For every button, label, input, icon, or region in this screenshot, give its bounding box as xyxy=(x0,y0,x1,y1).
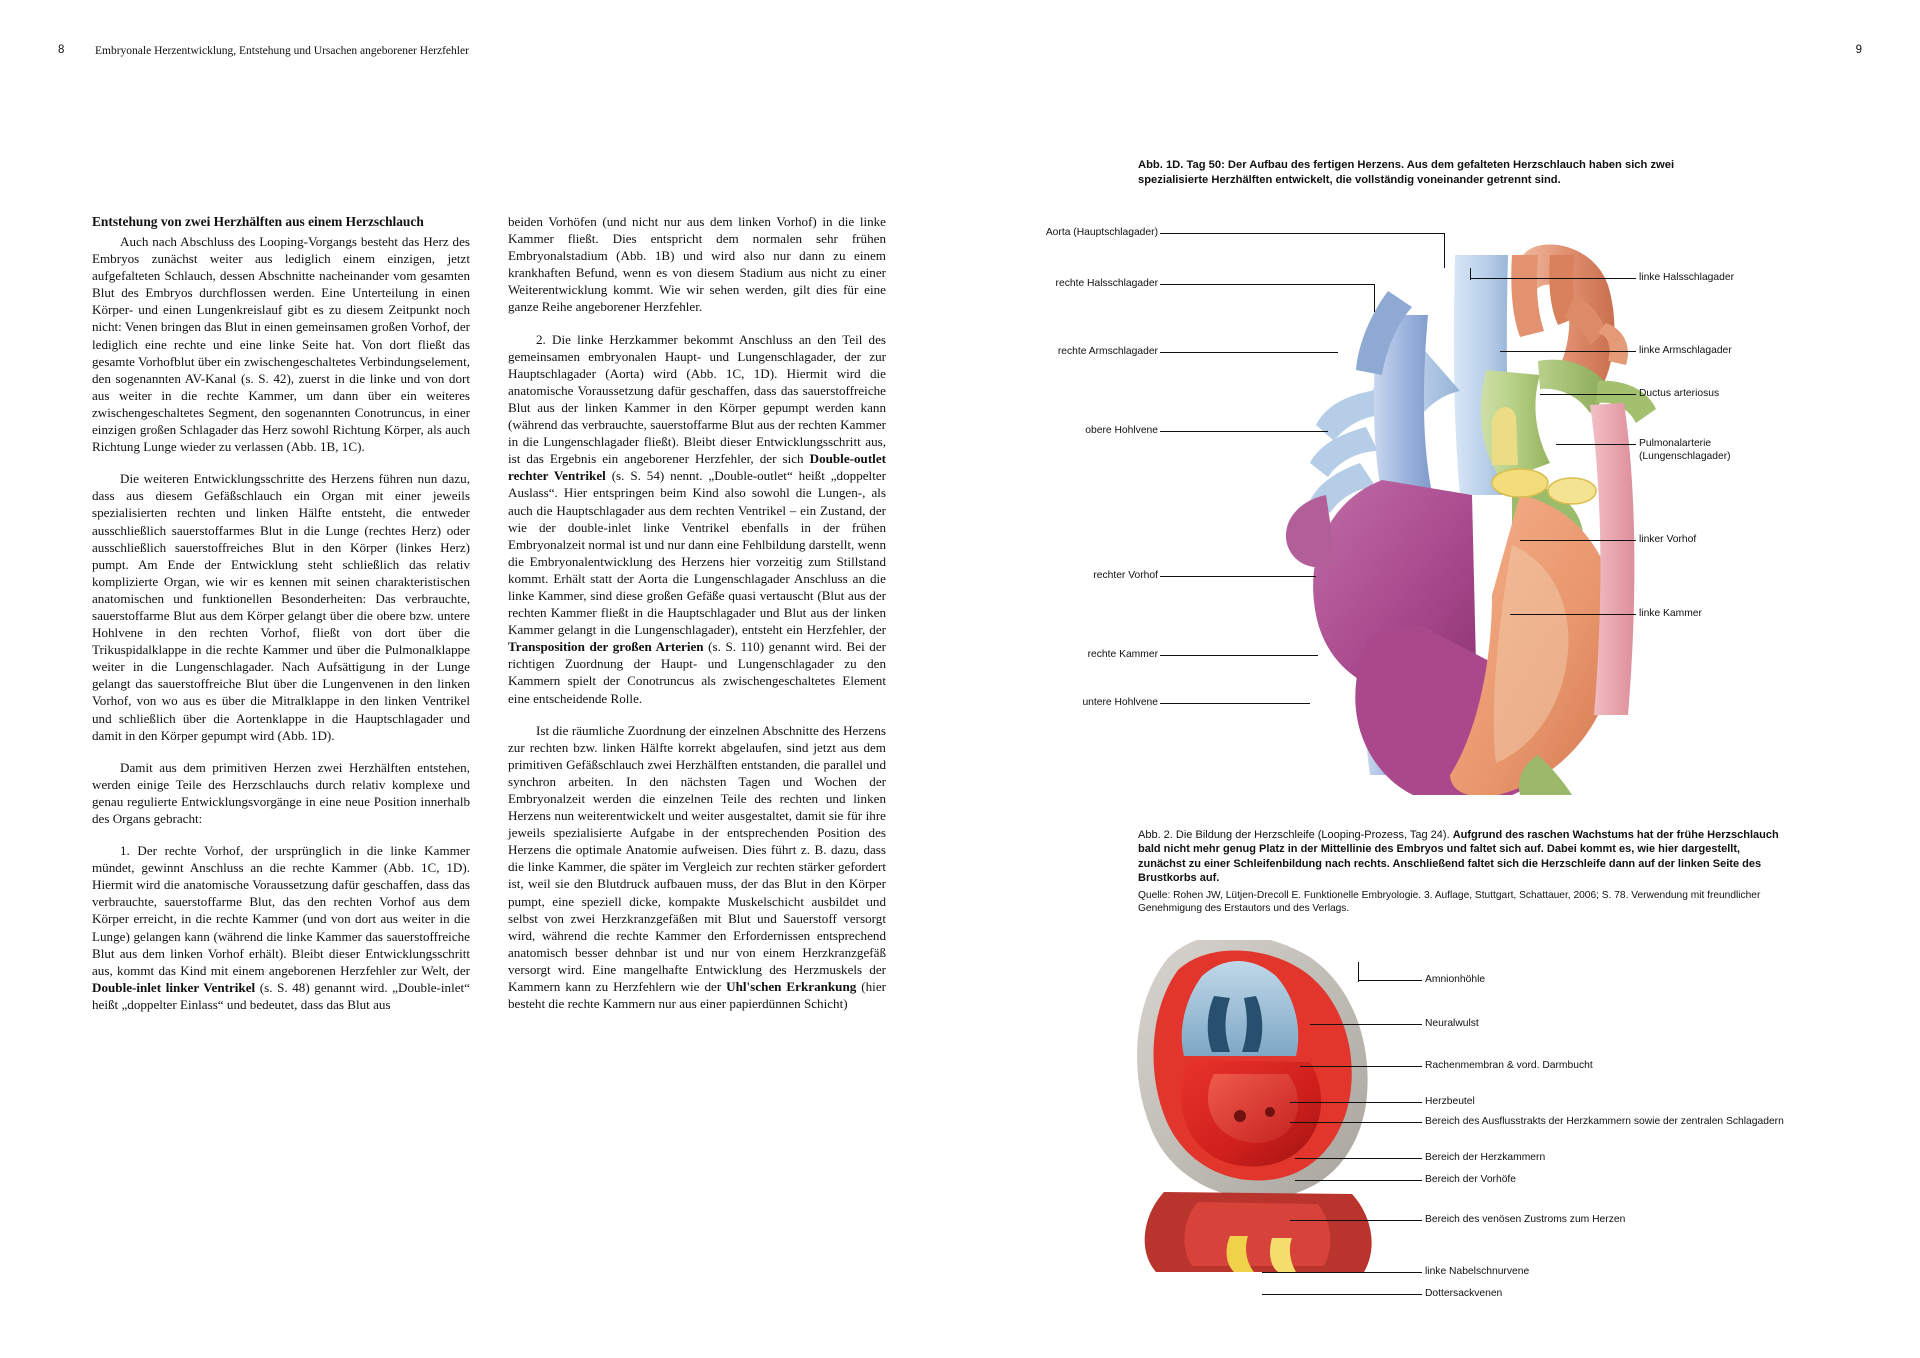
label-herzbeutel: Herzbeutel xyxy=(1425,1096,1475,1107)
heart-anatomy-svg xyxy=(1120,195,1880,795)
leader-line xyxy=(1262,1294,1422,1295)
leader-line xyxy=(1160,352,1338,353)
leader-line xyxy=(1295,1158,1422,1159)
leader-line xyxy=(1470,278,1636,279)
leader-line xyxy=(1510,614,1636,615)
label-herzkammern: Bereich der Herzkammern xyxy=(1425,1152,1546,1163)
paragraph xyxy=(508,722,886,1013)
leader-line xyxy=(1290,1102,1422,1103)
leader-line xyxy=(1540,394,1636,395)
leader-line xyxy=(1160,431,1328,432)
figure-2-caption-body: Aufgrund des raschen Wachstums hat der frühe Herzschlauch bald nicht mehr genug Platz in der Mittellinie des Embryos und faltet sich auf. Dabei kommt es, wie hier dargestellt, zunächst zu einer Schleifenbildung nach rechts. Anschließend faltet sich die Herzschleife dann auf der linken Seite des Brustkorbs auf. xyxy=(1138,829,1779,885)
leader-line xyxy=(1358,962,1359,982)
page-number-right: 9 xyxy=(1855,44,1862,56)
label-nabelschnurvene: linke Nabelschnurvene xyxy=(1425,1266,1530,1277)
figure-2-embryo-illustration xyxy=(1120,940,1880,1280)
paragraph-text: (s. S. 54) nennt. „Double-outlet“ heißt „doppelter Auslass“. Hier entspringen beim Kind also sowohl die Lungen-, als auch die Hauptschlagader aus dem rechten Ventrikel – ein Zustand, der wie der double-inlet linke Ventrikel ebenfalls in der frühen Embryonalzeit normal ist und nur dann eine Fehlbildung darstellt, wenn die Embryonalentwicklung des Herzens hier vorzeitig zum Stillstand kommt. Erhält statt der Aorta die Lungenschlagader Anschluss an die linke Kammer, sind diese großen Gefäße quasi vertauscht (Blut aus der rechten Kammer fließt in die Hauptschlagader und Blut aus der linken Kammer gelangt in die Lungenschlagader), entsteht ein Herzfehler, der xyxy=(508,468,887,638)
paragraph xyxy=(508,331,886,707)
label-rechte-armschlagader: rechte Armschlagader xyxy=(1057,346,1158,357)
leader-line xyxy=(1500,351,1636,352)
paragraph-text: 1. Der rechte Vorhof, der ursprünglich in die linke Kammer mündet, gewinnt Anschluss an die rechte Kammer (Abb. 1C, 1D). Hiermit wird die anatomische Voraussetzung dafür geschaffen, dass das verbrauchte, sauerstoffarme Blut, das den rechten Vorhof aus dem Körper erreicht, in die rechte Kammer (und von dort aus weiter in die Lunge) gelangen kann (während die linke Kammer das sauerstoffreiche Blut aus dem linken Vorhof erhält). Bleibt dieser Entwicklungsschritt aus, kommt das Kind mit einem angeborenen Herzfehler zur Welt, der xyxy=(92,843,470,978)
figure-2-caption-line1: Abb. 2. Die Bildung der Herzschleife (Looping-Prozess, Tag 24). xyxy=(1138,829,1450,841)
term-bold: Double-inlet linker Ventrikel xyxy=(92,979,256,995)
figure-2-source: Quelle: Rohen JW, Lütjen-Drecoll E. Funktionelle Embryologie. 3. Auflage, Stuttgart, Schattauer, 2006; S. 78. Verwendung mit freundlicher Genehmigung des Erstautors und des Verlags. xyxy=(1138,889,1761,915)
label-linke-halsschlagader: linke Halsschlagader xyxy=(1639,272,1735,283)
paragraph-text: (s. S. 110) genannt wird. Bei der richtigen Zuordnung der Haupt- und Lungenschlagader zu den Kammern spielt der Conotruncus als zwischengeschaltetes Element eine entscheidende Rolle. xyxy=(508,639,886,706)
leader-line xyxy=(1290,1122,1422,1123)
label-vorhoefe: Bereich der Vorhöfe xyxy=(1425,1174,1517,1185)
leader-line xyxy=(1444,233,1445,268)
label-rechter-vorhof: rechter Vorhof xyxy=(1093,570,1158,581)
label-dottersackvenen: Dottersackvenen xyxy=(1425,1288,1503,1299)
leader-line xyxy=(1262,1272,1422,1273)
label-ductus-arteriosus: Ductus arteriosus xyxy=(1639,388,1720,399)
leader-line xyxy=(1160,655,1318,656)
leader-line xyxy=(1358,980,1422,981)
paragraph: Auch nach Abschluss des Looping-Vorgangs besteht das Herz des Embryos zunächst weiter aus lediglich einem einzigen, jetzt aufgefalteten Schlauch, dessen Abschnitte nacheinander vom gesamten Blut des Embryos durchflossen werden. Eine Unterteilung in einen Körper- und einen Lungenkreislauf gibt es zu diesem Zeitpunkt noch nicht: Venen bringen das Blut in einen gemeinsamen großen Vorhof, der lediglich eine rechte und eine linke Seite hat. Von dort fließt das gesamte Vorhofblut über ein zwischengeschaltetes Verbindungselement, den sogenannten AV-Kanal (s. S. 42), zuerst in die linke und von dort aus weiter in die rechte Kammer, um dann über ein weiteres zwischengeschaltetes Segment, den sogenannten Conotruncus, in einer einzigen großen Schlagader das Herz sowohl Richtung Körper, als auch Richtung Lunge wieder zu verlassen (Abb. 1B, 1C). xyxy=(92,234,470,455)
paragraph: Die weiteren Entwicklungsschritte des Herzens führen nun dazu, dass aus diesem Gefäßschlauch ein Organ mit einer jeweils spezialisierten rechten und linken Hälfte entsteht, die entweder ausschließlich sauerstoffarmes Blut in die Lunge (rechtes Herz) oder ausschließlich sauerstoffreiches Blut in den Körper (linkes Herz) pumpt. Am Ende der Entwicklung steht schließlich das relativ komplizierte Organ, wie wir es kennen mit seinen charakteristischen anatomischen und funktionellen Besonderheiten: Das verbrauchte, sauerstoffarme Blut aus dem Körper gelangt über die obere bzw. untere Hohlvene in den rechten Vorhof, fließt von dort über die Trikuspidalklappe in die rechte Kammer und über die Pulmonalklappe weiter in die Lungenschlagader. Nach Aufsättigung in der Lunge gelangt das sauerstoffreiche Blut über die Lungenvenen in den linken Vorhof, von wo aus es über die Mitralklappe in den linken Ventrikel und schließlich über die Aortenklappe in die Hauptschlagader und damit in den Körper gepumpt wird (Abb. 1D). xyxy=(92,471,470,743)
paragraph-text: 2. Die linke Herzkammer bekommt Anschluss an den Teil des gemeinsamen embryonalen Haupt- und Lungenschlagader, der zur Hauptschlagader (Aorta) wird (Abb. 1C, 1D). Hiermit wird die anatomische Voraussetzung dafür geschaffen, dass das sauerstoffreiche Blut aus der linken Kammer in den Körper gepumpt werden kann (während das verbrauchte, sauerstoffarme Blut aus der rechten Kammer in die Lungenschlagader fließt). Bleibt dieser Entwicklungsschritt aus, ist das Ergebnis ein angeborener Herzfehler, der sich xyxy=(508,331,886,467)
leader-line xyxy=(1160,284,1374,285)
embryo-looping-svg xyxy=(1120,940,1880,1280)
leader-line xyxy=(1295,1180,1422,1181)
paragraph: beiden Vorhöfen (und nicht nur aus dem linken Vorhof) in die linke Kammer fließt. Dies entspricht dem normalen sehr frühen Embryonalstadium (Abb. 1B) und wird also nur dann zu einem krankhaften Befund, wenn es von diesem Stadium aus nicht zu einer Weiterentwicklung kommt. Wie wir sehen werden, gilt dies für eine ganze Reihe angeborener Herzfehler. xyxy=(508,214,886,315)
page-number-left: 8 xyxy=(58,44,65,56)
label-linker-vorhof: linker Vorhof xyxy=(1639,534,1697,545)
label-ausflusstrakt: Bereich des Ausflusstrakts der Herzkammern sowie der zentralen Schlagadern xyxy=(1425,1116,1784,1127)
label-neuralwulst: Neuralwulst xyxy=(1425,1018,1479,1029)
leader-line xyxy=(1300,1066,1422,1067)
running-head-left: Embryonale Herzentwicklung, Entstehung und Ursachen angeborener Herzfehler xyxy=(95,45,469,57)
label-pulmonalarterie: Pulmonalarterie (Lungenschlagader) xyxy=(1639,438,1731,462)
paragraph-text: Ist die räumliche Zuordnung der einzelnen Abschnitte des Herzens zur rechten bzw. linken Hälfte korrekt abgelaufen, sind jetzt aus dem primitiven Gefäßschlauch zwei Herzhälften entstanden, die parallel und synchron arbeiten. In den nächsten Tagen und Wochen der Embryonalzeit werden die einzelnen Teile des rechten und linken Herzens nun weiterentwickelt und weiter ausgestaltet, damit sie für ihre jeweils spezialisierte Aufgabe in der entsprechenden Position des Herzens die optimale Anatomie aufweisen. Dies führt z. B. dazu, dass die linke Kammer, die später im Vergleich zur rechten stärker gefordert ist, weil sie den Blutdruck aufbauen muss, der das Blut in den Körper pumpt, eine speziell dicke, kompakte Muskelschicht ausbildet und selbst von zwei Herzkranzgefäßen mit Blut und Sauerstoff versorgt wird, während die rechte Kammer den Erfordernissen entsprechend anatomisch besser dehnbar ist und nur von einem Herzkranzgefäß versorgt wird. Eine mangelhafte Entwicklung des Herzmuskels der Kammern kann zu Herzfehlern wie der xyxy=(508,722,886,995)
paragraph xyxy=(92,842,470,1013)
figure-1d-caption: Abb. 1D. Tag 50: Der Aufbau des fertigen Herzens. Aus dem gefalteten Herzschlauch haben sich zwei spezialisierte Herzhälften entwickelt, die vollständig voneinander getrennt sind. xyxy=(1138,159,1675,186)
label-rechte-kammer: rechte Kammer xyxy=(1087,649,1158,660)
text-column-2 xyxy=(508,213,886,1012)
label-linke-kammer: linke Kammer xyxy=(1639,608,1702,619)
leader-line xyxy=(1160,576,1316,577)
label-venoeser-zustrom: Bereich des venösen Zustroms zum Herzen xyxy=(1425,1214,1626,1225)
label-rachenmembran: Rachenmembran & vord. Darmbucht xyxy=(1425,1060,1593,1071)
paragraph: Damit aus dem primitiven Herzen zwei Herzhälften entstehen, werden einige Teile des Herzschlauchs durch relativ komplexe und genau regulierte Entwicklungsvorgänge in eine neue Position innerhalb des Organs gebracht: xyxy=(92,759,470,826)
paragraph-text: (s. S. 48) genannt wird. „Double-inlet“ heißt „doppelter Einlass“ und bedeutet, dass das Blut aus xyxy=(92,979,470,1012)
label-aorta: Aorta (Hauptschlagader) xyxy=(1045,227,1158,238)
figure-2-caption xyxy=(1138,828,1788,916)
leader-line xyxy=(1290,1220,1422,1221)
leader-line xyxy=(1470,268,1471,280)
term-bold: Transposition der großen Arterien xyxy=(508,639,704,655)
leader-line xyxy=(1160,703,1310,704)
label-rechte-halsschlagader: rechte Halsschlagader xyxy=(1055,278,1158,289)
leader-line xyxy=(1520,540,1636,541)
text-column-1 xyxy=(92,213,470,1013)
term-bold: Double-outlet rechter Ventrikel xyxy=(508,451,886,484)
leader-line xyxy=(1160,233,1444,234)
label-amnionhoehle: Amnionhöhle xyxy=(1425,974,1486,985)
figure-1d-heart-illustration xyxy=(1120,195,1880,795)
leader-line xyxy=(1310,1024,1422,1025)
term-bold: Uhl'schen Erkrankung xyxy=(726,979,857,995)
paragraph-text: (hier besteht die rechte Kammern nur aus einer papierdünnen Schicht) xyxy=(508,979,886,1012)
leader-line xyxy=(1374,284,1375,312)
label-untere-hohlvene: untere Hohlvene xyxy=(1082,697,1158,708)
leader-line xyxy=(1556,444,1636,445)
label-obere-hohlvene: obere Hohlvene xyxy=(1085,425,1158,436)
label-linke-armschlagader: linke Armschlagader xyxy=(1639,345,1732,356)
section-heading: Entstehung von zwei Herzhälften aus einem Herzschlauch xyxy=(92,214,424,229)
